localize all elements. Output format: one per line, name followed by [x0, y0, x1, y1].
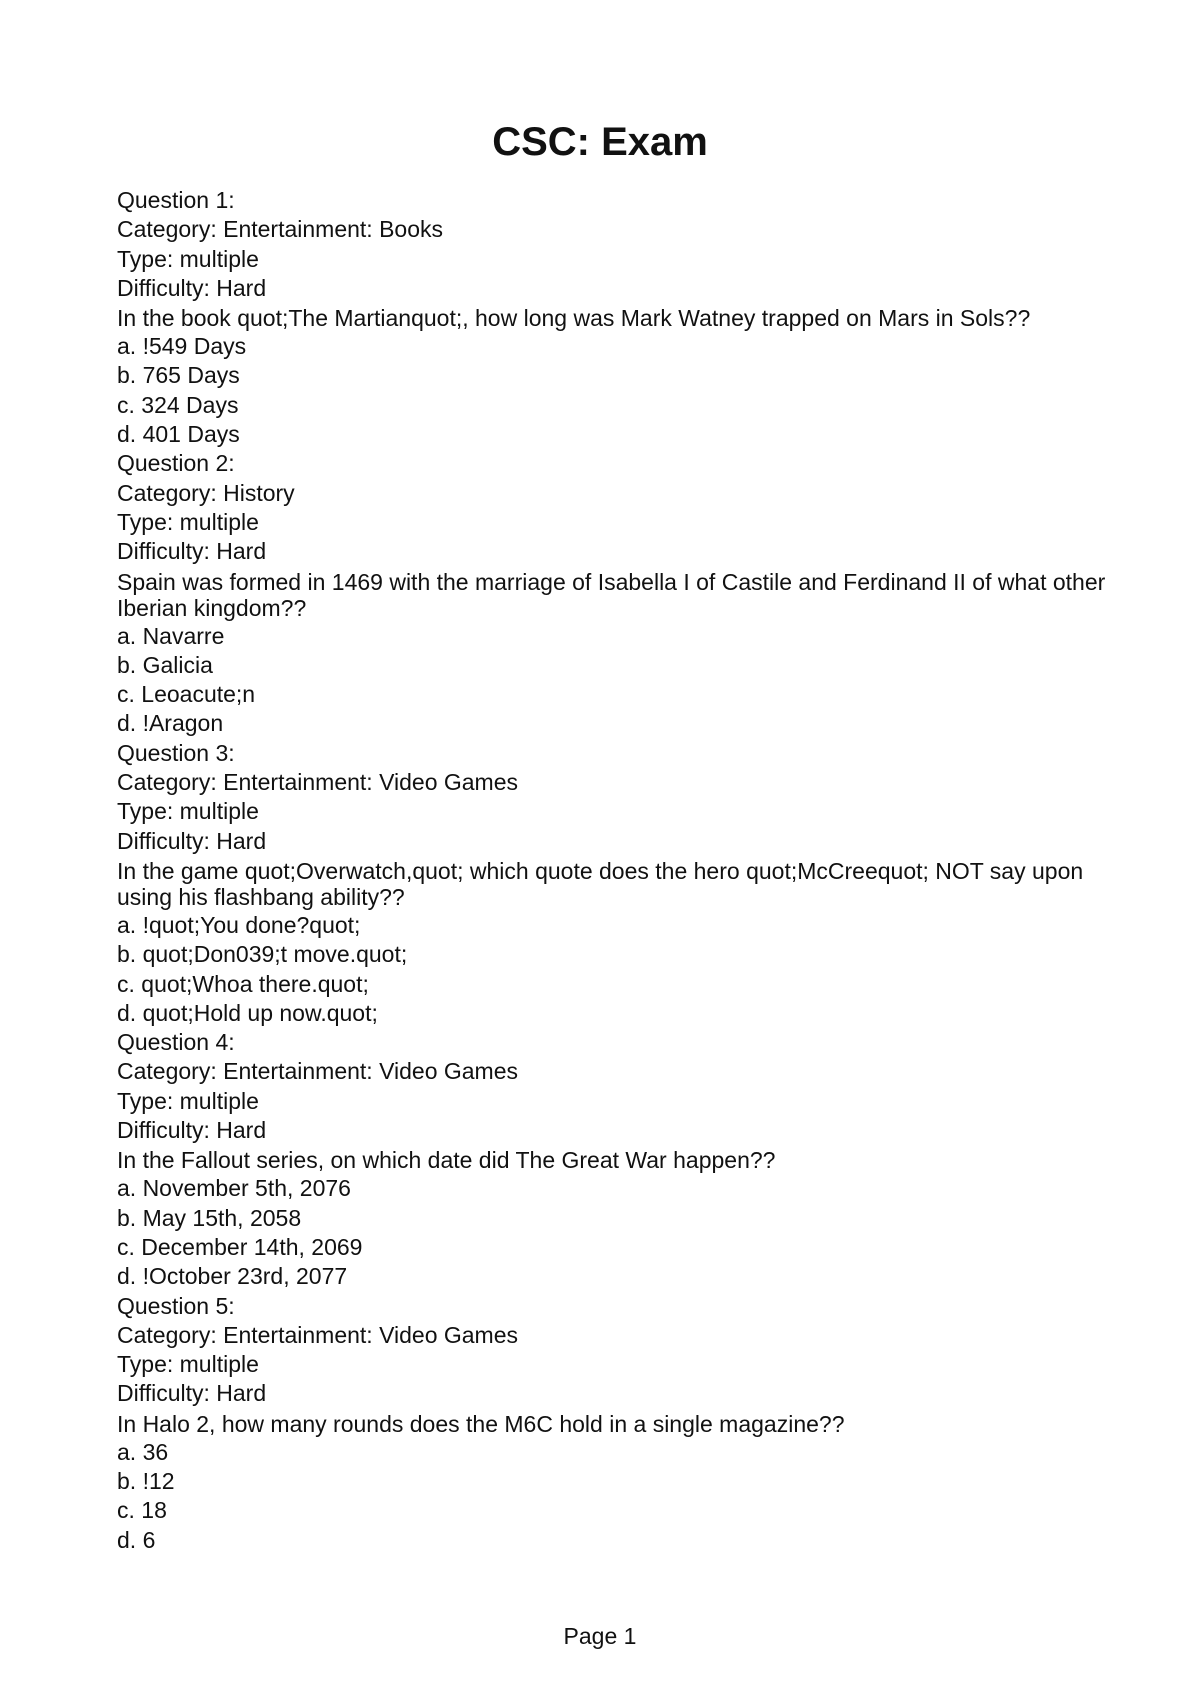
question-type: Type: multiple	[117, 1087, 259, 1114]
answer-option: d. 6	[117, 1526, 156, 1553]
question-category: Category: Entertainment: Books	[117, 216, 443, 243]
question-type: Type: multiple	[117, 798, 259, 825]
question-difficulty: Difficulty: Hard	[117, 274, 267, 301]
question-header: Question 5:	[117, 1292, 235, 1319]
question-difficulty: Difficulty: Hard	[117, 538, 267, 565]
answer-option: b. !12	[117, 1467, 175, 1494]
question-category: Category: Entertainment: Video Games	[117, 769, 519, 796]
answer-option: d. quot;Hold up now.quot;	[117, 999, 378, 1026]
answer-option: c. 18	[117, 1497, 167, 1524]
answer-option: a. 36	[117, 1438, 169, 1465]
question-text: In the game quot;Overwatch,quot; which quote does the hero quot;McCreequot; NOT say upon using his flashbang ability??	[117, 857, 1084, 910]
answer-option: d. 401 Days	[117, 421, 240, 448]
answer-option: a. November 5th, 2076	[117, 1175, 351, 1202]
question-header: Question 4:	[117, 1029, 235, 1056]
question-difficulty: Difficulty: Hard	[117, 827, 267, 854]
question-block	[117, 186, 1107, 449]
answer-option: a. Navarre	[117, 622, 225, 649]
question-header: Question 3:	[117, 739, 235, 766]
page-number: Page 1	[563, 1623, 637, 1649]
answer-option: c. December 14th, 2069	[117, 1233, 363, 1260]
question-text: In Halo 2, how many rounds does the M6C hold in a single magazine??	[117, 1410, 845, 1437]
answer-option: a. !549 Days	[117, 333, 247, 360]
question-text: In the book quot;The Martianquot;, how long was Mark Watney trapped on Mars in Sols??	[117, 305, 1031, 332]
answer-option: c. quot;Whoa there.quot;	[117, 970, 369, 997]
page-title: CSC: Exam	[492, 120, 708, 164]
question-header: Question 1:	[117, 187, 235, 213]
answer-option: b. Galicia	[117, 651, 213, 678]
question-difficulty: Difficulty: Hard	[117, 1117, 267, 1144]
answer-option: c. Leoacute;n	[117, 681, 256, 708]
answer-option: c. 324 Days	[117, 391, 239, 418]
question-header: Question 2:	[117, 450, 235, 477]
question-block	[117, 1028, 1107, 1291]
question-category: Category: Entertainment: Video Games	[117, 1321, 519, 1348]
answer-option: b. May 15th, 2058	[117, 1204, 302, 1231]
question-type: Type: multiple	[117, 508, 259, 535]
question-type: Type: multiple	[117, 1351, 259, 1378]
answer-option: d. !October 23rd, 2077	[117, 1263, 348, 1290]
answer-option: a. !quot;You done?quot;	[117, 911, 361, 938]
answer-option: b. quot;Don039;t move.quot;	[117, 941, 408, 968]
question-block	[117, 1292, 1107, 1555]
question-category: Category: History	[117, 479, 295, 506]
answer-option: d. !Aragon	[117, 710, 224, 737]
question-text: Spain was formed in 1469 with the marriage of Isabella I of Castile and Ferdinand II of what other Iberian kingdom??	[117, 568, 1106, 621]
question-list	[117, 186, 1107, 1555]
question-block	[117, 739, 1107, 1028]
question-block	[117, 449, 1107, 738]
question-difficulty: Difficulty: Hard	[117, 1380, 267, 1407]
question-category: Category: Entertainment: Video Games	[117, 1058, 519, 1085]
question-type: Type: multiple	[117, 245, 259, 272]
answer-option: b. 765 Days	[117, 362, 240, 389]
question-text: In the Fallout series, on which date did The Great War happen??	[117, 1147, 776, 1174]
